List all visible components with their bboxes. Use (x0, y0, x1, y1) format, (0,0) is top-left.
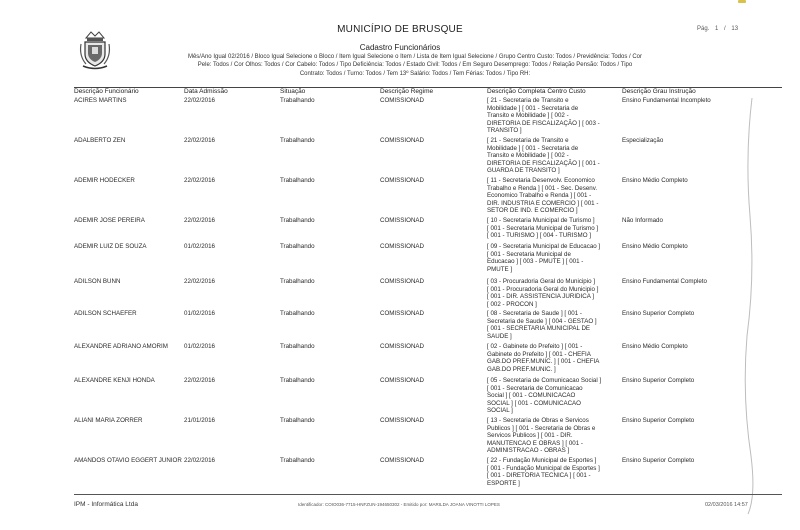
cell-data-admissao: 22/02/2016 (184, 377, 215, 384)
cell-regime: COMISSIONAD (380, 97, 425, 104)
cell-data-admissao: 01/02/2016 (184, 343, 215, 350)
cell-funcionario: ADEMIR HODECKER (74, 177, 135, 184)
report-title: Cadastro Funcionários (359, 43, 441, 52)
footer-identifier: Identificador: COIO036-7715-HNFZUN-194650302 - Emitido por: MARILDA JOANA VINOTTI LOPES (298, 502, 500, 507)
cell-centro-custo: [ 10 - Secretaria Municipal de Turismo ] [ 001 - Secretaria Municipal de Turismo ] [ 001 - TURISMO ] [ 004 - TURISMO ] (487, 217, 599, 239)
cell-data-admissao: 22/02/2016 (184, 137, 215, 144)
column-header-regime: Descrição Regime (380, 88, 434, 95)
cell-grau-instrucao: Não Informado (622, 217, 663, 224)
page-indicator (697, 26, 742, 32)
cell-grau-instrucao: Ensino Médio Completo (622, 243, 688, 250)
margin-pen-mark-icon (742, 96, 758, 516)
column-header-situacao: Situação (280, 88, 306, 95)
cell-situacao: Trabalhando (280, 457, 315, 464)
cell-regime: COMISSIONAD (380, 278, 425, 285)
cell-funcionario: ALEXANDRE ADRIANO AMORIM (74, 343, 168, 350)
cell-regime: COMISSIONAD (380, 310, 425, 317)
corner-color-mark (738, 0, 746, 3)
cell-centro-custo: [ 05 - Secretaria de Comunicacao Social ] [ 001 - Secretaria de Comunicacao Social ] [ 001 - COMUNICACAO SOCIAL ] [ 001 - COMUNICACAO SOCIAL ] (487, 377, 602, 414)
cell-situacao: Trabalhando (280, 97, 315, 104)
cell-data-admissao: 22/02/2016 (184, 217, 215, 224)
cell-regime: COMISSIONAD (380, 343, 425, 350)
footer-datetime: 02/03/2016 14:57 (705, 502, 748, 508)
footer-divider (74, 494, 782, 495)
cell-centro-custo: [ 02 - Gabinete do Prefeito ] [ 001 - Gabinete do Prefeito ] [ 001 - CHEFIA GAB.DO PREF.MUNIC. ] [ 001 - CHEFIA GAB.DO PREF.MUNIC. ] (487, 343, 600, 373)
cell-situacao: Trabalhando (280, 137, 315, 144)
cell-data-admissao: 22/02/2016 (184, 177, 215, 184)
cell-data-admissao: 01/02/2016 (184, 310, 215, 317)
cell-centro-custo: [ 03 - Procuradoria Geral do Municipio ] [ 001 - Procuradoria Geral do Municipio ] [ 001 - DIR. ASSISTENCIA JURIDICA ] [ 002 - PROCON ] (487, 278, 599, 308)
cell-grau-instrucao: Ensino Fundamental Incompleto (622, 97, 711, 104)
column-header-centro-custo: Descrição Completa Centro Custo (487, 88, 586, 95)
page-separator: / (724, 26, 726, 32)
cell-situacao: Trabalhando (280, 217, 315, 224)
filter-line: Pele: Todos / Cor Olhos: Todos / Cor Cabelo: Todos / Tipo Deficiência: Todos / Estado Civil: Todos / Em Seguro Desemprego: Todos / Relação Pensão: Todos / Tipo (197, 62, 633, 69)
cell-regime: COMISSIONAD (380, 243, 425, 250)
cell-situacao: Trabalhando (280, 343, 315, 350)
cell-funcionario: ADEMIR LUIZ DE SOUZA (74, 243, 147, 250)
cell-situacao: Trabalhando (280, 310, 315, 317)
cell-data-admissao: 22/02/2016 (184, 457, 215, 464)
cell-funcionario: ACIRES MARTINS (74, 97, 127, 104)
cell-funcionario: ADEMIR JOSE PEREIRA (74, 217, 145, 224)
cell-regime: COMISSIONAD (380, 217, 425, 224)
filter-line: Mês/Ano Igual 02/2016 / Bloco Igual Selecione o Bloco / Item Igual Selecione o Item / Lista de Item Igual Selecione / Grupo Centro Custo: Todos / Previdência: Todos / Cor (187, 54, 643, 60)
column-header-grau-instrucao: Descrição Grau Instrução (622, 88, 696, 95)
cell-centro-custo: [ 11 - Secretaria Desenvolv. Economico Trabalho e Renda ] [ 001 - Sec. Desenv. Economico Trabalho e Renda ] [ 001 - DIR. INDUSTRIA E COMERCIO ] [ 001 - SETOR DE IND. E COMERCIO ] (487, 177, 599, 214)
cell-data-admissao: 22/02/2016 (184, 278, 215, 285)
cell-centro-custo: [ 22 - Fundação Municipal de Esportes ] [ 001 - Fundação Municipal de Esportes ] [ 001 - DIRETORIA TECNICA ] [ 001 - ESPORTE ] (487, 457, 600, 487)
cell-data-admissao: 01/02/2016 (184, 243, 215, 250)
cell-situacao: Trabalhando (280, 278, 315, 285)
cell-regime: COMISSIONAD (380, 377, 425, 384)
column-header-data-admissao: Data Admissão (184, 88, 228, 95)
cell-situacao: Trabalhando (280, 177, 315, 184)
cell-regime: COMISSIONAD (380, 457, 425, 464)
cell-centro-custo: [ 13 - Secretaria de Obras e Servicos Publicos ] [ 001 - Secretaria de Obras e Servicos Publicos ] [ 001 - DIR. MANUTENCAO E OBRAS ] [ 001 - ADMINISTRACAO - OBRAS ] (487, 417, 596, 454)
cell-funcionario: AMANDOS OTAVIO EGGERT JUNIOR (74, 457, 182, 464)
cell-grau-instrucao: Ensino Superior Completo (622, 377, 695, 384)
cell-funcionario: ADILSON SCHAEFER (74, 310, 137, 317)
footer-company: IPM - Informática Ltda (74, 501, 138, 508)
cell-situacao: Trabalhando (280, 377, 315, 384)
cell-grau-instrucao: Especialização (622, 137, 664, 144)
cell-centro-custo: [ 21 - Secretaria de Transito e Mobilidade ] [ 001 - Secretaria de Transito e Mobilidade ] [ 002 - DIRETORIA DE FISCALIZAÇÃO ] [ 001 - GUARDA DE TRANSITO ] (487, 137, 600, 174)
cell-centro-custo: [ 08 - Secretaria de Saude ] [ 001 - Secretaria de Saude ] [ 004 - GESTAO ] [ 001 - SECRETARIA MUNICIPAL DE SAUDE ] (487, 310, 597, 340)
cell-grau-instrucao: Ensino Superior Completo (622, 310, 695, 317)
cell-grau-instrucao: Ensino Superior Completo (622, 457, 695, 464)
page-total: 13 (731, 26, 739, 32)
column-header-funcionario: Descrição Funcionário (74, 88, 139, 95)
table-header (74, 87, 782, 96)
cell-grau-instrucao: Ensino Fundamental Completo (622, 278, 707, 285)
cell-centro-custo: [ 09 - Secretaria Municipal de Educacao ] [ 001 - Secretaria Municipal de Educacao ] [ 003 - PMUTE ] [ 001 - PMUTE ] (487, 243, 601, 273)
cell-grau-instrucao: Ensino Superior Completo (622, 417, 695, 424)
cell-grau-instrucao: Ensino Médio Completo (622, 177, 688, 184)
cell-funcionario: ALEXANDRE KENJI HONDA (74, 377, 155, 384)
cell-funcionario: ALIANI MARIA ZORRER (74, 417, 143, 424)
cell-situacao: Trabalhando (280, 417, 315, 424)
cell-situacao: Trabalhando (280, 243, 315, 250)
cell-data-admissao: 22/02/2016 (184, 97, 215, 104)
cell-regime: COMISSIONAD (380, 137, 425, 144)
page-number: 1 (715, 26, 719, 32)
cell-grau-instrucao: Ensino Médio Completo (622, 343, 688, 350)
cell-centro-custo: [ 21 - Secretaria de Transito e Mobilidade ] [ 001 - Secretaria de Transito e Mobilidade ] [ 002 - DIRETORIA DE FISCALIZAÇÃO ] [ 003 - TRANSITO ] (487, 97, 600, 134)
cell-funcionario: ADALBERTO ZEN (74, 137, 126, 144)
cell-data-admissao: 21/01/2016 (184, 417, 215, 424)
municipality-title: MUNICÍPIO DE BRUSQUE (337, 24, 463, 35)
filter-line: Contrato: Todos / Turno: Todos / Tem 13º Salário: Todos / Tem Férias: Todos / Tipo RH: (299, 70, 531, 77)
cell-regime: COMISSIONAD (380, 417, 425, 424)
cell-funcionario: ADILSON BUNN (74, 278, 121, 285)
cell-regime: COMISSIONAD (380, 177, 425, 184)
filter-criteria (130, 53, 700, 78)
page-label: Pág. (697, 26, 710, 32)
